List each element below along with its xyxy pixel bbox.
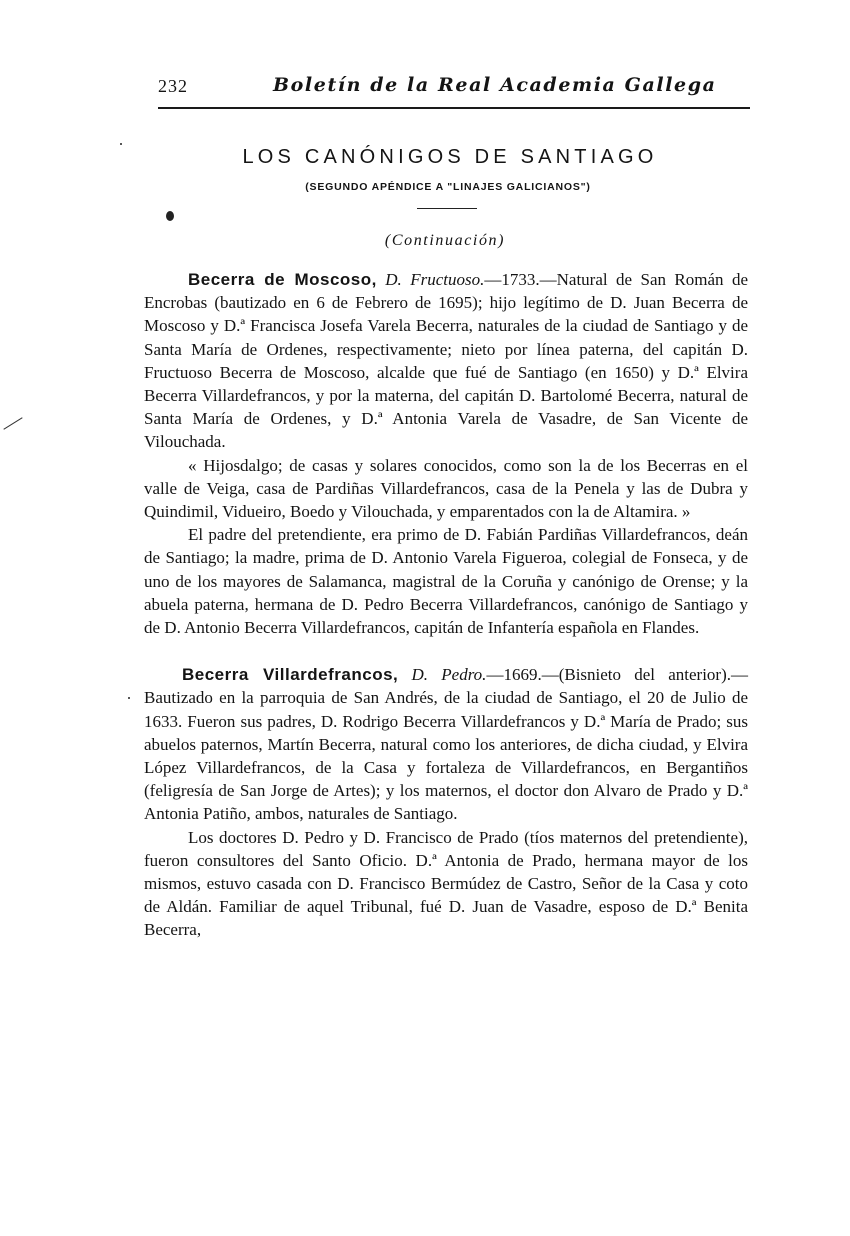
margin-pencil-mark: [3, 417, 22, 430]
ink-speck: [120, 143, 122, 145]
ink-speck: [128, 697, 130, 699]
entry-becerra-de-moscoso: [144, 268, 748, 454]
entry-text: —1733.—Natural de San Román de Encrobas (bautizado en 6 de Febrero de 1695); hijo legítimo de D. Juan Becerra de Moscoso y D.ª Francisca Josefa Varela Becerra, naturales de la ciudad de Santiago y de Santa María de Ordenes, respectivamente; nieto por línea paterna, del capitán D. Fructuoso Becerra de Moscoso, alcalde que fué de Santiago (en 1650) y D.ª Elvira Becerra Villardefrancos, y por la materna, del capitán D. Bartolomé Becerra, natural de Santa María de Ordenes, y D.ª Antonia Varela de Vasadre, de San Vicente de Vilouchada.: [144, 270, 748, 452]
title-divider: [417, 208, 477, 209]
continuation-label: (Continuación): [384, 232, 506, 249]
entry-name: Becerra de Moscoso,: [188, 270, 377, 289]
entry-becerra-villardefrancos: [144, 663, 748, 825]
header-rule: [158, 107, 750, 109]
entry-text: —1669.—(Bisnieto del anterior).—Bautizado en la parroquia de San Andrés, de la ciudad de Santiago, el 20 de Julio de 1633. Fueron sus padres, D. Rodrigo Becerra Villardefrancos y D.ª María de Prado; sus abuelos paternos, Martín Becerra, natural como los anteriores, de dicha ciudad, y Elvira López Villardefrancos, de la Casa y fortaleza de Villardefrancos, en Bergantiños (feligresía de San Jorge de Artes); y los maternos, el doctor don Alvaro de Prado y D.ª Antonia Patiño, ambos, naturales de Santiago.: [144, 665, 749, 824]
article-subtitle: (SEGUNDO APÉNDICE A "LINAJES GALICIANOS"): [305, 181, 591, 193]
entry-given-name: D. Pedro.: [411, 665, 487, 685]
entry-paragraph: El padre del pretendiente, era primo de D. Fabián Pardiñas Villardefrancos, deán de Santiago; la madre, prima de D. Antonio Varela Figueroa, colegial de Fonseca, y de uno de los mayores de Salamanca, magistral de la Coruña y canónigo de Orense; y la abuela paterna, hermana de D. Pedro Becerra Villardefrancos, canónigo de Santiago y de D. Antonio Becerra Villardefrancos, capitán de Infantería española en Flandes.: [144, 525, 748, 638]
entry-name: Becerra Villardefrancos,: [182, 665, 399, 685]
article-body: [144, 268, 748, 942]
page-number: 232: [158, 76, 188, 96]
entry-paragraph: Los doctores D. Pedro y D. Francisco de Prado (tíos maternos del pretendiente), fueron consultores del Santo Oficio. D.ª Antonia de Prado, hermana mayor de los mismos, estuvo casada con D. Francisco Bermúdez de Castro, Señor de la Casa y coto de Aldán. Familiar de aquel Tribunal, fué D. Juan de Vasadre, esposo de D.ª Benita Becerra,: [144, 827, 748, 940]
entry-quote: « Hijosdalgo; de casas y solares conocidos, como son la de los Becerras en el valle de Veiga, casa de Pardiñas Villardefrancos, casa de la Penela y las de Dubra y Quindimil, Vidueiro, Boedo y Vilouchada, y emparentados con la de Altamira. »: [144, 455, 748, 522]
entry-given-name: D. Fructuoso.: [385, 270, 485, 289]
article-title: LOS CANÓNIGOS DE SANTIAGO: [242, 146, 658, 168]
journal-title: Boletín de la Real Academia Gallega: [273, 74, 717, 96]
running-head: [158, 74, 750, 104]
ink-blot: [166, 211, 174, 221]
